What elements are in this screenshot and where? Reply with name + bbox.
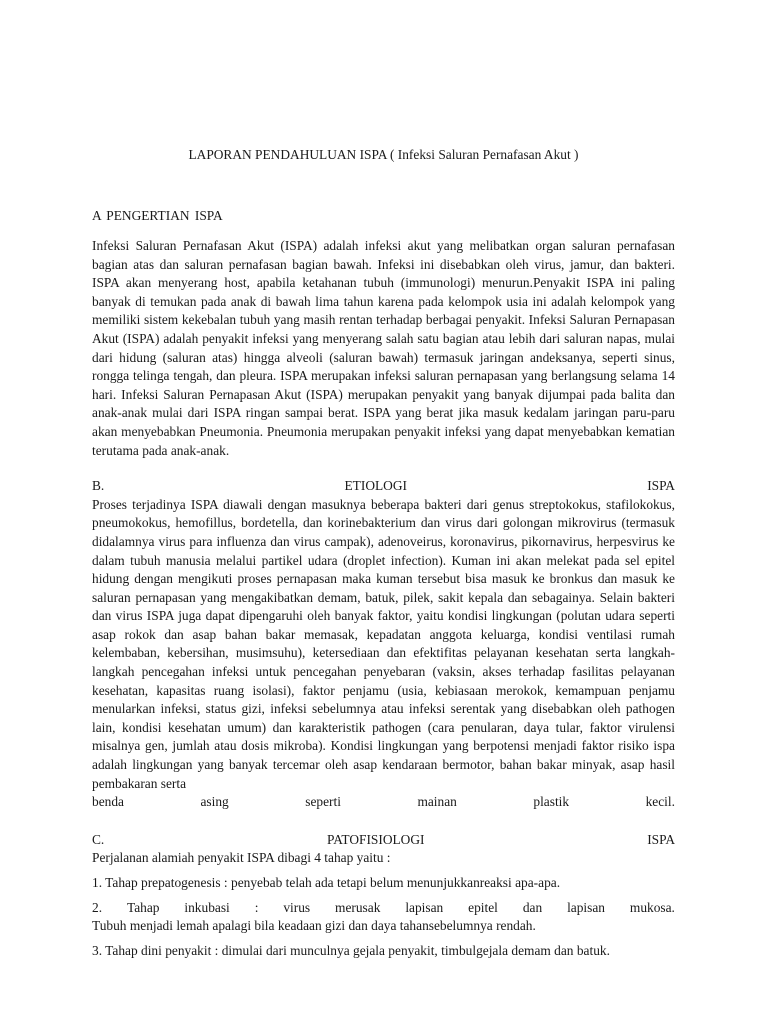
section-b-last-word: mainan <box>417 794 457 810</box>
step-2-word: : <box>254 899 259 915</box>
step-2-first-line <box>92 899 675 918</box>
step-2-word: dan <box>522 899 543 915</box>
step-2-word: inkubasi <box>184 899 230 915</box>
section-a-heading: A PENGERTIAN ISPA <box>92 208 223 223</box>
section-b <box>92 477 675 812</box>
step-2-word: 2. <box>92 899 103 915</box>
section-a-paragraph: Infeksi Saluran Pernafasan Akut (ISPA) adalah infeksi akut yang melibatkan organ saluran pernafasan bagian atas dan saluran pernafasan bagian bawah. Infeksi ini disebabkan oleh virus, jamur, dan bakteri. ISPA akan menyerang host, apabila ketahanan tubuh (immunologi) menurun.Penyakit ISPA ini paling banyak di temukan pada anak di bawah lima tahun karena pada kelompok usia ini adalah kelompok yang memiliki sistem kekebalan tubuh yang masih rentan terhadap berbagai penyakit. Infeksi Saluran Pernapasan Akut (ISPA) adalah penyakit infeksi yang menyerang salah satu bagian atau lebih dari saluran napas, mulai dari hidung (saluran atas) hingga alveoli (saluran bawah) termasuk jaringan andeksanya, seperti sinus, rongga telinga tengah, dan pleura. ISPA merupakan infeksi saluran pernapasan yang berlangsung selama 14 hari. Infeksi Saluran Pernapasan Akut (ISPA) merupakan penyakit yang banyak dijumpai pada balita dan anak-anak mulai dari ISPA ringan sampai berat. ISPA yang berat jika masuk kedalam jaringan paru-paru akan menyebabkan Pneumonia. Pneumonia merupakan penyakit infeksi yang dapat menyebabkan kematian terutama pada anak-anak. <box>92 238 675 458</box>
step-2-word: merusak <box>335 899 381 915</box>
section-c-heading-word: PATOFISIOLOGI <box>327 831 425 847</box>
step-2-word: mukosa. <box>629 899 675 915</box>
step-2-word: Tahap <box>126 899 160 915</box>
section-b-last-word: asing <box>200 794 229 810</box>
section-c-heading-tail: ISPA <box>647 831 675 847</box>
section-b-last-line <box>92 793 675 812</box>
step-1: 1. Tahap prepatogenesis : penyebab telah ada tetapi belum menunjukkanreaksi apa-apa. <box>92 875 561 890</box>
section-c-intro: Perjalanan alamiah penyakit ISPA dibagi 4 tahap yaitu : <box>92 850 391 866</box>
section-c-letter: C. <box>92 831 105 847</box>
step-2-word: epitel <box>468 899 498 915</box>
section-b-last-word: kecil. <box>645 794 675 810</box>
step-2-word: lapisan <box>567 899 605 915</box>
step-2-word: virus <box>283 899 311 915</box>
section-c <box>92 831 675 961</box>
section-b-letter: B. <box>92 478 105 494</box>
step-2-second-line: Tubuh menjadi lemah apalagi bila keadaan gizi dan daya tahansebelumnya rendah. <box>92 918 536 934</box>
section-b-last-word: benda <box>92 794 124 810</box>
section-c-heading <box>92 831 675 850</box>
section-b-heading <box>92 477 675 496</box>
section-b-last-word: seperti <box>305 794 341 810</box>
section-b-last-word: plastik <box>533 794 570 810</box>
step-3: 3. Tahap dini penyakit : dimulai dari munculnya gejala penyakit, timbulgejala demam dan batuk. <box>92 942 610 958</box>
step-2-word: lapisan <box>405 899 444 915</box>
document-title: LAPORAN PENDAHULUAN ISPA ( Infeksi Saluran Pernafasan Akut ) <box>188 147 579 162</box>
section-b-heading-tail: ISPA <box>647 478 675 494</box>
document-page <box>92 146 675 960</box>
section-b-paragraph: Proses terjadinya ISPA diawali dengan masuknya beberapa bakteri dari genus streptokokus, stafilokokus, pneumokokus, hemofillus, bordetella, dan korinebakterium dan virus dari golongan mikrovirus (termasuk didalamnya virus para influenza dan virus campak), adenoveirus, koronavirus, pikornavirus, herpesvirus ke dalam tubuh manusia melalui partikel udara (droplet infection). Kuman ini akan melekat pada sel epitel hidung dengan mengikuti proses pernapasan maka kuman tersebut bisa masuk ke bronkus dan masuk ke saluran pernapasan yang mengakibatkan demam, batuk, pilek, sakit kepala dan sebagainya. Selain bakteri dan virus ISPA juga dapat dipengaruhi oleh banyak faktor, yaitu kondisi lingkungan (polutan udara seperti asap rokok dan asap bahan bakar memasak, kepadatan anggota keluarga, kondisi ventilasi rumah kelembaban, kebersihan, musimsuhu), ketersediaan dan efektifitas pelayanan kesehatan serta langkah-langkah pencegahan infeksi untuk pencegahan penyebaran (vaksin, akses terhadap fasilitas pelayanan kesehatan, kapasitas ruang isolasi), faktor penjamu (usia, kebiasaan merokok, kemampuan penjamu menularkan infeksi, status gizi, infeksi sebelumnya atau infeksi serentak yang disebabkan oleh pathogen lain, kondisi kesehatan umum) dan karakteristik pathogen (cara penularan, daya tular, faktor virulensi misalnya gen, jumlah atau dosis mikroba). Kondisi lingkungan yang berpotensi menjadi faktor risiko ispa adalah lingkungan yang banyak tercemar oleh asap kendaraan bermotor, bahan bakar minyak, asap hasil pembakaran serta <box>92 496 675 791</box>
step-2 <box>92 899 675 936</box>
section-b-heading-word: ETIOLOGI <box>344 478 407 494</box>
